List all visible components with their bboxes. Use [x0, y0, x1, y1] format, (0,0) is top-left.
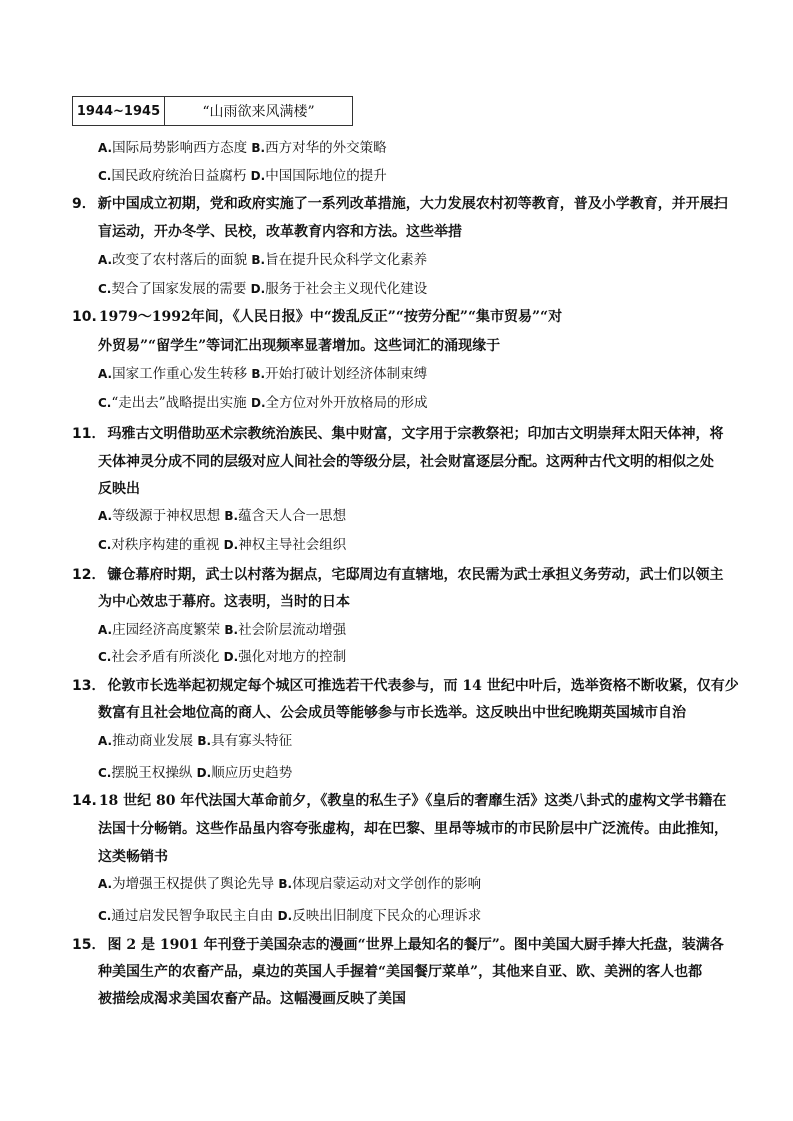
q11-options-ab	[98, 506, 346, 526]
option-c-letter: C.	[98, 909, 112, 923]
option-c-text: 国民政府统治日益腐朽	[111, 168, 247, 184]
option-d-letter: D.	[250, 169, 266, 183]
option-d-text: 全方位对外开放格局的形成	[265, 395, 428, 411]
q15-stem-line1	[72, 935, 724, 955]
option-d-letter: D.	[223, 650, 239, 664]
question-number: 14.	[72, 793, 97, 809]
q9-options-cd	[98, 279, 427, 299]
option-a-letter: A.	[98, 509, 113, 523]
question-text: 图 2 是 1901 年刊登于美国杂志的漫画“世界上最知名的餐厅”。图中美国大厨手捧大托盘，装满各	[107, 937, 724, 953]
q14-options-ab	[98, 874, 481, 894]
option-b-text: 西方对华的外交策略	[265, 140, 387, 156]
option-c-letter: C.	[98, 169, 112, 183]
q15-stem-line3: 被描绘成渴求美国农畜产品。这幅漫画反映了美国	[98, 991, 406, 1007]
option-d-text: 强化对地方的控制	[238, 649, 347, 665]
question-text: 伦敦市长选举起初规定每个城区可推选若干代表参与，而 14 世纪中叶后，选举资格不断收紧，仅有少	[107, 678, 739, 694]
option-a-text: 等级源于神权思想	[112, 508, 221, 524]
q15-stem-line2: 种美国生产的农畜产品，桌边的英国人手握着“美国餐厅菜单”，其他来自亚、欧、美洲的客人也都	[98, 964, 703, 980]
option-b-letter: B.	[224, 509, 239, 523]
option-c-letter: C.	[98, 650, 112, 664]
option-c-letter: C.	[98, 282, 112, 296]
question-number: 12．	[72, 567, 106, 583]
option-b-text: 具有寡头特征	[211, 733, 293, 749]
option-c-text: “走出去”战略提出实施	[111, 395, 247, 411]
option-a-text: 改变了农村落后的面貌	[112, 252, 248, 268]
option-c-letter: C.	[98, 538, 112, 552]
option-d-letter: D.	[277, 909, 293, 923]
option-b-letter: B.	[224, 623, 239, 637]
option-a-letter: A.	[98, 877, 113, 891]
option-b-letter: B.	[278, 877, 293, 891]
option-b-letter: B.	[251, 141, 266, 155]
q9-stem-line2: 盲运动，开办冬学、民校，改革教育内容和方法。这些举措	[98, 224, 462, 240]
option-d-text: 服务于社会主义现代化建设	[265, 281, 428, 297]
q9-stem-line1	[72, 194, 728, 214]
option-c-letter: C.	[98, 766, 112, 780]
question-text: 18 世纪 80 年代法国大革命前夕，《教皇的私生子》《皇后的奢靡生活》这类八卦式的虚构文学书籍在	[98, 793, 727, 809]
q12-options-ab	[98, 620, 346, 640]
question-number: 10.	[72, 309, 97, 325]
option-a-text: 国际局势影响西方态度	[112, 140, 248, 156]
question-number: 13．	[72, 678, 106, 694]
q11-options-cd	[98, 535, 346, 555]
option-c-letter: C.	[98, 396, 112, 410]
q11-stem-line2: 天体神灵分成不同的层级对应人间社会的等级分层，社会财富逐层分配。这两种古代文明的相似之处	[98, 454, 714, 470]
q8-options-cd	[98, 166, 387, 186]
table-cell-years: 1944~1945	[73, 97, 165, 125]
option-b-text: 体现启蒙运动对文学创作的影响	[292, 876, 482, 892]
q12-options-cd	[98, 647, 346, 667]
option-a-letter: A.	[98, 734, 113, 748]
q9-options-ab	[98, 250, 427, 270]
question-text: 玛雅古文明借助巫术宗教统治族民、集中财富，文字用于宗教祭祀；印加古文明崇拜太阳天体神，将	[107, 426, 724, 442]
option-d-letter: D.	[250, 396, 266, 410]
option-c-text: 契合了国家发展的需要	[111, 281, 247, 297]
table-cell-phrase: “山雨欲来风满楼”	[202, 104, 315, 120]
q14-options-cd	[98, 906, 481, 926]
option-b-text: 旨在提升民众科学文化素养	[265, 252, 428, 268]
option-a-text: 为增强王权提供了舆论先导	[112, 876, 275, 892]
q10-options-ab	[98, 364, 427, 384]
q11-stem-line1	[72, 424, 723, 444]
option-c-text: 摆脱王权操纵	[111, 765, 193, 781]
option-c-text: 社会矛盾有所淡化	[111, 649, 220, 665]
option-b-letter: B.	[197, 734, 212, 748]
question-text: 新中国成立初期，党和政府实施了一系列改革措施，大力发展农村初等教育，普及小学教育，并开展扫	[97, 196, 728, 212]
q12-stem-line1	[72, 565, 723, 585]
option-a-text: 国家工作重心发生转移	[112, 366, 248, 382]
question-number: 15．	[72, 937, 106, 953]
option-d-letter: D.	[196, 766, 212, 780]
option-c-text: 通过启发民智争取民主自由	[111, 908, 274, 924]
option-d-text: 神权主导社会组织	[238, 537, 347, 553]
q14-stem-line1	[72, 791, 726, 811]
option-a-letter: A.	[98, 623, 113, 637]
q8-options-ab	[98, 138, 387, 158]
q10-stem-line1	[72, 307, 562, 327]
option-b-text: 社会阶层流动增强	[238, 622, 347, 638]
option-c-text: 对秩序构建的重视	[111, 537, 220, 553]
q11-stem-line3: 反映出	[98, 481, 140, 497]
question-number: 9．	[72, 196, 96, 212]
option-b-text: 开始打破计划经济体制束缚	[265, 366, 428, 382]
q14-stem-line2: 法国十分畅销。这些作品虽内容夸张虚构，却在巴黎、里昂等城市的市民阶层中广泛流传。由此推知，	[98, 821, 728, 837]
option-b-letter: B.	[251, 367, 266, 381]
q13-stem-line2: 数富有且社会地位高的商人、公会成员等能够参与市长选举。这反映出中世纪晚期英国城市自治	[98, 705, 686, 721]
q10-stem-line2: 外贸易”“留学生”等词汇出现频率显著增加。这些词汇的涌现缘于	[98, 338, 501, 354]
option-d-text: 中国国际地位的提升	[265, 168, 387, 184]
option-b-text: 蕴含天人合一思想	[238, 508, 347, 524]
option-a-letter: A.	[98, 367, 113, 381]
q14-stem-line3: 这类畅销书	[98, 849, 168, 865]
question-text: 1979～1992年间，《人民日报》中“拨乱反正”“按劳分配”“集市贸易”“对	[98, 309, 563, 325]
option-d-text: 顺应历史趋势	[211, 765, 293, 781]
option-a-text: 推动商业发展	[112, 733, 194, 749]
option-a-letter: A.	[98, 253, 113, 267]
q13-options-cd	[98, 763, 292, 783]
option-a-text: 庄园经济高度繁荣	[112, 622, 221, 638]
q13-stem-line1	[72, 676, 739, 696]
option-d-letter: D.	[250, 282, 266, 296]
q12-stem-line2: 为中心效忠于幕府。这表明，当时的日本	[98, 594, 350, 610]
question-text: 镰仓幕府时期，武士以村落为据点，宅邸周边有直辖地，农民需为武士承担义务劳动，武士们以领主	[107, 567, 724, 583]
q13-options-ab	[98, 731, 292, 751]
timeline-table-row	[72, 96, 353, 126]
option-d-text: 反映出旧制度下民众的心理诉求	[292, 908, 482, 924]
question-number: 11．	[72, 426, 106, 442]
q10-options-cd	[98, 393, 428, 413]
option-d-letter: D.	[223, 538, 239, 552]
option-a-letter: A.	[98, 141, 113, 155]
option-b-letter: B.	[251, 253, 266, 267]
